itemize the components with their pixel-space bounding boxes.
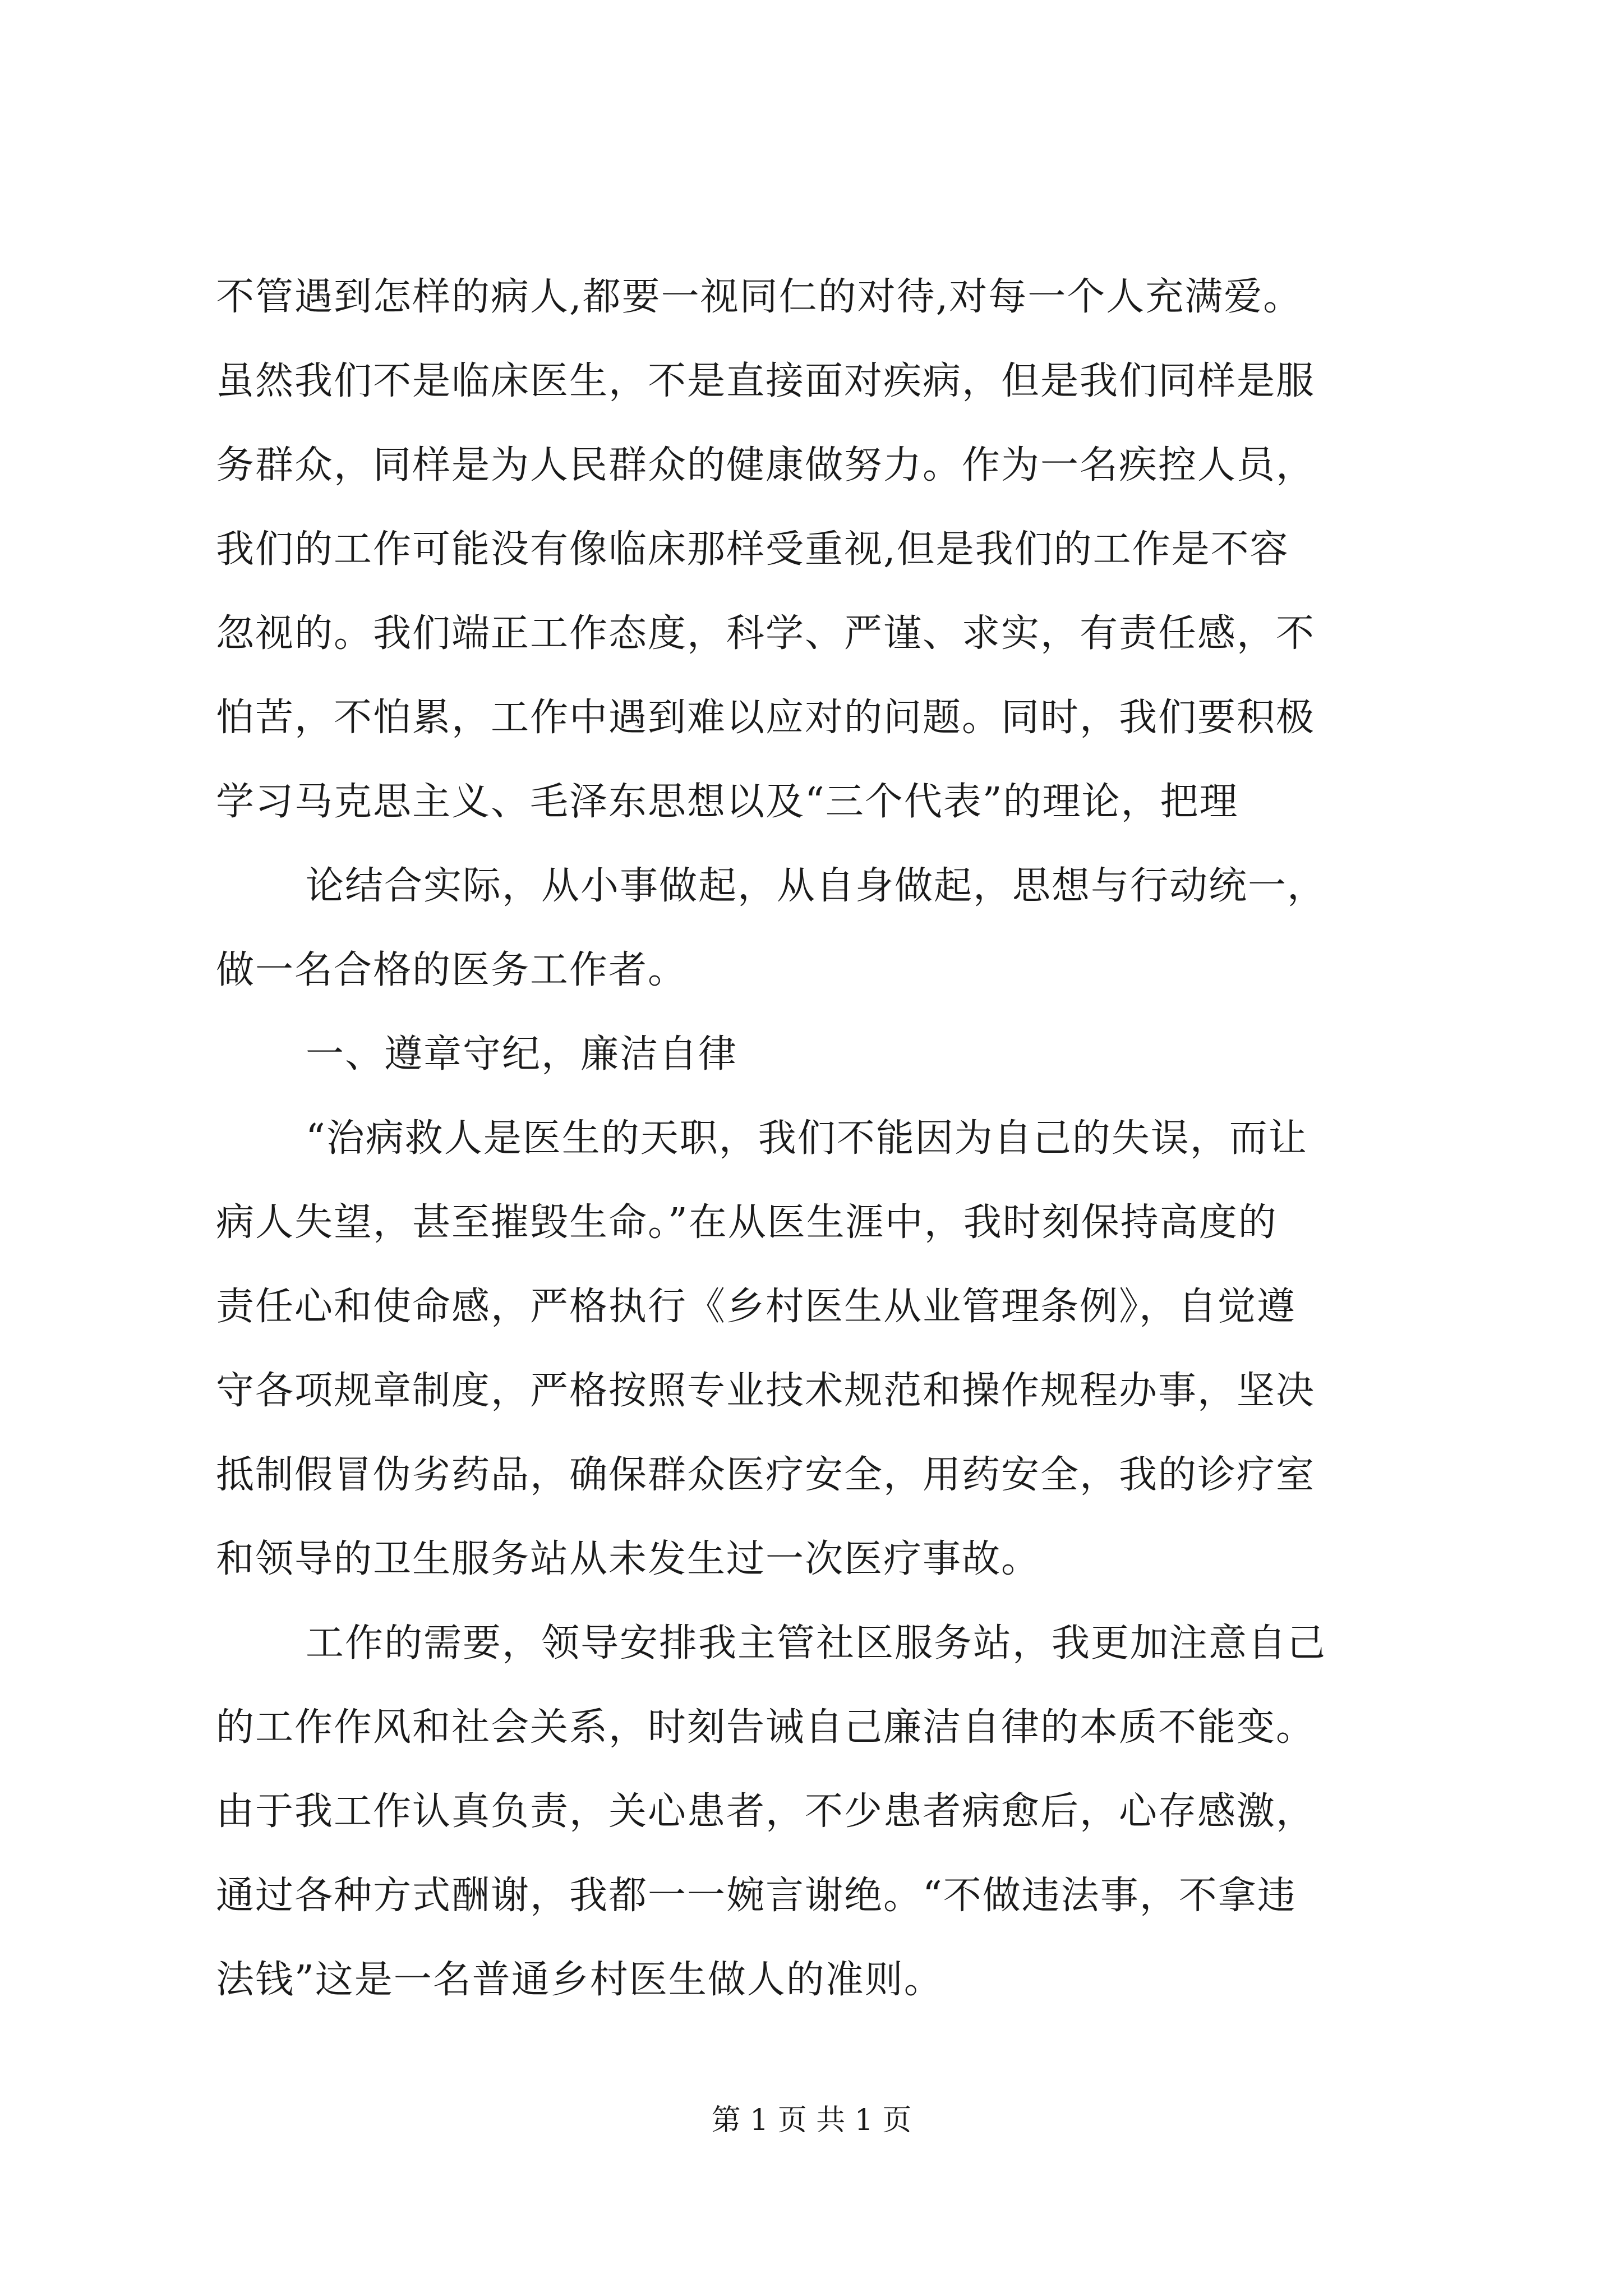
text-line: 法钱”这是一名普通乡村医生做人的准则。 <box>216 1958 943 2002</box>
text-line: 由于我工作认真负责，关心患者，不少患者病愈后，心存感激， <box>216 1789 1316 1834</box>
document-body <box>216 255 1422 2022</box>
text-line: 做一名合格的医务工作者。 <box>216 948 688 992</box>
text-line: 我们的工作可能没有像临床那样受重视,但是我们的工作是不容 <box>216 527 1289 572</box>
text-line: 的工作作风和社会关系，时刻告诫自己廉洁自律的本质不能变。 <box>216 1705 1316 1750</box>
text-line: 通过各种方式酬谢，我都一一婉言谢绝。“不做违法事，不拿违 <box>216 1874 1297 1918</box>
text-line: 工作的需要，领导安排我主管社区服务站，我更加注意自己 <box>306 1621 1327 1665</box>
page-footer: 第 1 页 共 1 页 <box>711 2104 912 2137</box>
text-line: 学习马克思主义、毛泽东思想以及“三个代表”的理论，把理 <box>216 780 1239 824</box>
text-line: 抵制假冒伪劣药品，确保群众医疗安全，用药安全，我的诊疗室 <box>216 1453 1316 1497</box>
text-line: 务群众，同样是为人民群众的健康做努力。作为一名疾控人员， <box>216 443 1316 487</box>
text-line: 守各项规章制度，严格按照专业技术规范和操作规程办事，坚决 <box>216 1369 1316 1413</box>
text-line: 虽然我们不是临床医生，不是直接面对疾病，但是我们同样是服 <box>216 359 1316 403</box>
text-line: 怕苦，不怕累，工作中遇到难以应对的问题。同时，我们要积极 <box>216 696 1316 740</box>
text-line: “治病救人是医生的天职，我们不能因为自己的失误，而让 <box>306 1116 1308 1161</box>
section-heading: 一、遵章守纪，廉洁自律 <box>306 1032 738 1076</box>
text-line: 病人失望，甚至摧毁生命。”在从医生涯中，我时刻保持高度的 <box>216 1200 1278 1245</box>
text-line: 和领导的卫生服务站从未发生过一次医疗事故。 <box>216 1537 1041 1581</box>
text-line: 论结合实际，从小事做起，从自身做起，思想与行动统一， <box>306 864 1327 908</box>
text-line: 责任心和使命感，严格执行《乡村医生从业管理条例》，自觉遵 <box>216 1285 1297 1329</box>
text-line: 不管遇到怎样的病人,都要一视同仁的对待,对每一个人充满爱。 <box>216 275 1303 319</box>
text-line: 忽视的。我们端正工作态度，科学、严谨、求实，有责任感，不 <box>216 611 1316 656</box>
